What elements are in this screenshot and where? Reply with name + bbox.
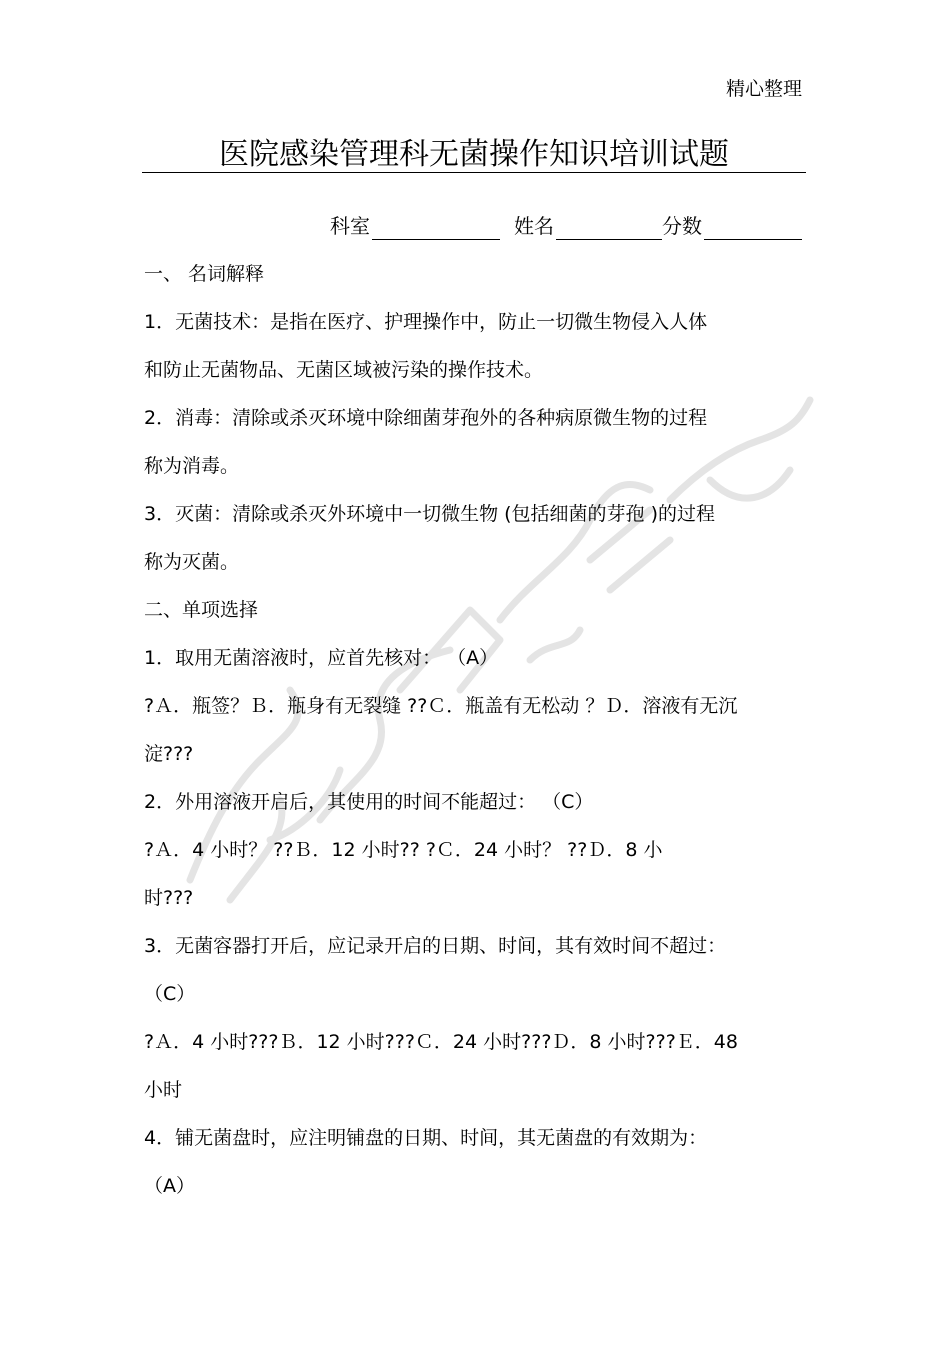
department-blank xyxy=(372,217,500,240)
exam-info-fields xyxy=(330,212,802,240)
question-line: 1．取用无菌溶液时，应首先核对： （A） xyxy=(144,647,499,669)
answer-line: （A） xyxy=(144,1175,195,1197)
department-label: 科室 xyxy=(330,214,370,238)
question-line: 3．无菌容器打开后，应记录开启的日期、时间，其有效时间不超过： xyxy=(144,935,727,957)
answer-line: （C） xyxy=(144,983,196,1005)
score-blank xyxy=(704,217,802,240)
page-title: 医院感染管理科无菌操作知识培训试题 xyxy=(142,138,806,173)
body-line: 3．灭菌：清除或杀灭外环境中一切微生物 (包括细菌的芽孢 )的过程 xyxy=(144,503,715,525)
options-line: 时??? xyxy=(144,887,194,909)
header-note: 精心整理 xyxy=(725,78,802,100)
body-line: 称为灭菌。 xyxy=(144,551,240,573)
body-line: 和防止无菌物品、无菌区域被污染的操作技术。 xyxy=(144,359,544,381)
body-line: 2．消毒：清除或杀灭环境中除细菌芽孢外的各种病原微生物的过程 xyxy=(144,407,708,429)
options-line: 小时 xyxy=(144,1079,183,1101)
section-heading-single-choice: 二、单项选择 xyxy=(144,599,259,621)
question-line: 2．外用溶液开启后，其使用的时间不能超过： （C） xyxy=(144,791,594,813)
body-line: 1．无菌技术：是指在医疗、护理操作中，防止一切微生物侵入人体 xyxy=(144,311,708,333)
options-line: ?Ａ．4 小时？ ??Ｂ．12 小时?? ?Ｃ．24 小时？ ??Ｄ．8 小 xyxy=(144,839,663,861)
question-line: 4．铺无菌盘时，应注明铺盘的日期、时间，其无菌盘的有效期为： xyxy=(144,1127,708,1149)
options-line: ?Ａ．瓶签？Ｂ．瓶身有无裂缝 ??Ｃ．瓶盖有无松动 ？Ｄ．溶液有无沉 xyxy=(144,695,738,717)
score-label: 分数 xyxy=(662,214,702,238)
options-line: 淀??? xyxy=(144,743,194,765)
name-blank xyxy=(556,217,662,240)
section-heading-definitions: 一、 名词解释 xyxy=(144,263,265,285)
options-line: ?Ａ．4 小时???Ｂ．12 小时???Ｃ．24 小时???Ｄ．8 小时???Ｅ．48 xyxy=(144,1031,738,1053)
body-line: 称为消毒。 xyxy=(144,455,240,477)
name-label: 姓名 xyxy=(514,214,554,238)
